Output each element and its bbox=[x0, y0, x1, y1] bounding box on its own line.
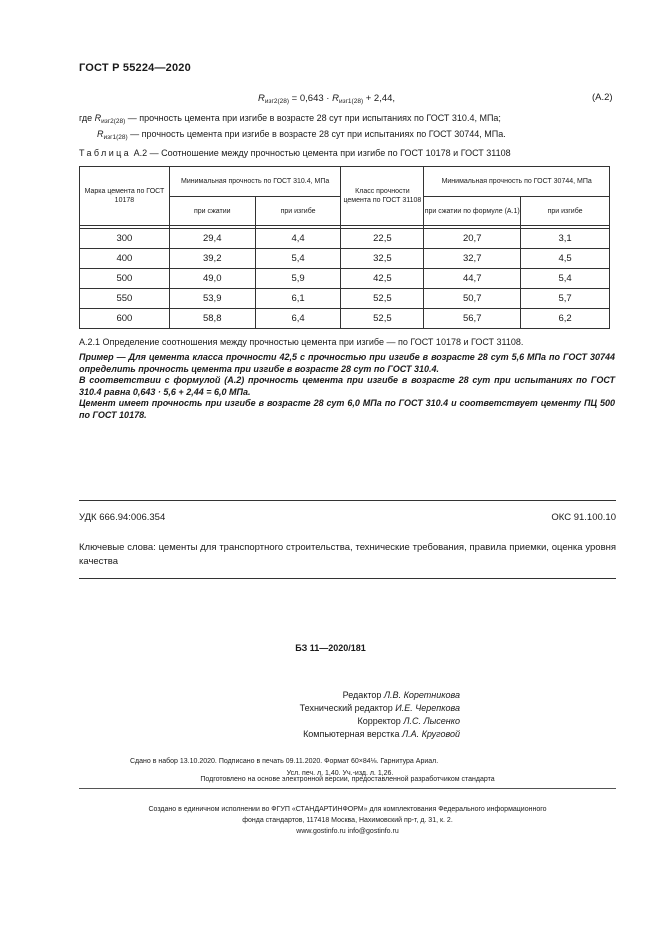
bz-number: БЗ 11—2020/181 bbox=[295, 643, 366, 653]
where-r2: R bbox=[97, 129, 104, 139]
table-cell: 49,0 bbox=[169, 269, 255, 289]
where-prefix: где bbox=[79, 113, 95, 123]
staff-name: И.Е. Черепкова bbox=[395, 703, 460, 713]
paragraph-a21: А.2.1 Определение соотношения между прочностью цемента при изгибе — по ГОСТ 10178 и ГОСТ 31108. bbox=[79, 337, 524, 347]
where-text-1: — прочность цемента при изгибе в возрасте 28 сут при испытаниях по ГОСТ 310.4, МПа; bbox=[125, 113, 501, 123]
staff-role: Корректор bbox=[357, 716, 404, 726]
where-text-2: — прочность цемента при изгибе в возрасте 28 сут при испытаниях по ГОСТ 30744, МПа. bbox=[127, 129, 506, 139]
th-grade: Марка цемента по ГОСТ 10178 bbox=[80, 167, 170, 226]
table-cell: 53,9 bbox=[169, 289, 255, 309]
pub-line-2: Усл. печ. л. 1,40. Уч.-изд. л. 1,26. bbox=[286, 770, 394, 777]
table-cell: 4,5 bbox=[521, 249, 610, 269]
formula-middle: = 0,643 · bbox=[289, 93, 333, 104]
table-cell: 550 bbox=[80, 289, 170, 309]
table-cell: 6,1 bbox=[255, 289, 341, 309]
table-cell: 32,5 bbox=[341, 249, 424, 269]
table-cell: 56,7 bbox=[424, 309, 521, 329]
table-cell: 5,4 bbox=[521, 269, 610, 289]
staff-layout bbox=[200, 728, 460, 741]
table-cell: 600 bbox=[80, 309, 170, 329]
table-cell: 50,7 bbox=[424, 289, 521, 309]
strength-table bbox=[79, 166, 610, 329]
table-cell: 300 bbox=[80, 229, 170, 249]
divider-middle bbox=[79, 578, 616, 579]
table-cell: 44,7 bbox=[424, 269, 521, 289]
staff-proofreader bbox=[200, 715, 460, 728]
staff-tech-editor bbox=[200, 702, 460, 715]
staff-role: Редактор bbox=[342, 690, 384, 700]
divider-top bbox=[79, 500, 616, 501]
divider-bottom bbox=[79, 788, 616, 789]
udk-code: УДК 666.94:006.354 bbox=[79, 512, 166, 523]
example-block bbox=[79, 352, 615, 421]
table-caption bbox=[79, 148, 511, 158]
table-cell: 4,4 bbox=[255, 229, 341, 249]
table-cell: 6,2 bbox=[521, 309, 610, 329]
th-compression-formula: при сжатии по формуле (А.1) bbox=[424, 197, 521, 226]
th-bending: при изгибе bbox=[255, 197, 341, 226]
staff-name: Л.В. Коретникова bbox=[383, 690, 460, 700]
table-cell: 3,1 bbox=[521, 229, 610, 249]
colophon bbox=[79, 804, 616, 837]
table-row bbox=[80, 289, 610, 309]
formula-r-lhs-sub: изг2(28) bbox=[264, 98, 290, 105]
table-cell: 5,7 bbox=[521, 289, 610, 309]
th-class: Класс прочности цемента по ГОСТ 31108 bbox=[341, 167, 424, 226]
table-cell: 6,4 bbox=[255, 309, 341, 329]
pub-line-3: Подготовлено на основе электронной версии, предоставленной разработчиком стандарта bbox=[200, 776, 495, 783]
example-line-3: Цемент имеет прочность при изгибе в возрасте 28 сут 6,0 МПа по ГОСТ 310.4 и соответствует цементу ПЦ 500 по ГОСТ 10178. bbox=[79, 398, 615, 420]
table-cell: 400 bbox=[80, 249, 170, 269]
formula-r-lhs: R bbox=[258, 93, 265, 104]
where-r2-sub: изг1(28) bbox=[103, 134, 128, 141]
table-cell: 32,7 bbox=[424, 249, 521, 269]
colophon-line-3: www.gostinfo.ru info@gostinfo.ru bbox=[296, 828, 399, 835]
table-cell: 20,7 bbox=[424, 229, 521, 249]
staff-role: Компьютерная верстка bbox=[303, 729, 402, 739]
table-cell: 500 bbox=[80, 269, 170, 289]
staff-role: Технический редактор bbox=[299, 703, 396, 713]
staff-name: Л.С. Лысенко bbox=[403, 716, 460, 726]
th-bending-2: при изгибе bbox=[521, 197, 610, 226]
table-row bbox=[80, 229, 610, 249]
formula-number: (А.2) bbox=[592, 92, 613, 103]
example-line-1: Пример — Для цемента класса прочности 42,5 с прочностью при изгибе в возрасте 28 сут 5,6 МПа по ГОСТ 30744 определить прочность цемента при изгибе в возрасте 28 сут по ГОСТ 310.4. bbox=[79, 352, 615, 374]
table-caption-text: А.2 — Соотношение между прочностью цемента при изгибе по ГОСТ 10178 и ГОСТ 31108 bbox=[131, 148, 511, 158]
formula-r-rhs-sub: изг1(28) bbox=[338, 98, 364, 105]
example-line-2: В соответствии с формулой (А.2) прочность цемента при изгибе в возрасте 28 сут при испытаниях по ГОСТ 310.4 равна 0,643 · 5,6 + 2,44 = 6,0 МПа. bbox=[79, 375, 615, 397]
th-min-310: Минимальная прочность по ГОСТ 310.4, МПа bbox=[169, 167, 341, 197]
document-id: ГОСТ Р 55224—2020 bbox=[79, 62, 191, 74]
pub-line-1: Сдано в набор 13.10.2020. Подписано в печать 09.11.2020. Формат 60×84⅛. Гарнитура Ариал. bbox=[130, 758, 439, 765]
table-row bbox=[80, 309, 610, 329]
keywords: Ключевые слова: цементы для транспортного строительства, технические требования, правила приемки, оценка уровня качества bbox=[79, 542, 616, 567]
table-cell: 52,5 bbox=[341, 289, 424, 309]
formula-r-rhs: R bbox=[332, 93, 339, 104]
oks-code: ОКС 91.100.10 bbox=[551, 512, 616, 523]
formula-a2 bbox=[258, 93, 395, 105]
table-cell: 29,4 bbox=[169, 229, 255, 249]
where-line-1 bbox=[79, 112, 506, 128]
where-block bbox=[79, 112, 506, 144]
staff-list bbox=[200, 689, 460, 741]
table-row bbox=[80, 249, 610, 269]
table-cell: 5,9 bbox=[255, 269, 341, 289]
th-compression: при сжатии bbox=[169, 197, 255, 226]
table-cell: 42,5 bbox=[341, 269, 424, 289]
where-r1-sub: изг2(28) bbox=[101, 118, 126, 125]
colophon-line-2: фонда стандартов, 117418 Москва, Нахимовский пр-т, д. 31, к. 2. bbox=[242, 817, 453, 824]
table-cell: 52,5 bbox=[341, 309, 424, 329]
table-cell: 39,2 bbox=[169, 249, 255, 269]
table-cell: 5,4 bbox=[255, 249, 341, 269]
th-min-30744: Минимальная прочность по ГОСТ 30744, МПа bbox=[424, 167, 610, 197]
where-line-2 bbox=[79, 128, 506, 144]
table-row bbox=[80, 269, 610, 289]
table-cell: 58,8 bbox=[169, 309, 255, 329]
where-r1: R bbox=[94, 113, 102, 123]
formula-tail: + 2,44, bbox=[363, 93, 396, 104]
staff-name: Л.А. Круговой bbox=[401, 729, 460, 739]
table-cell: 22,5 bbox=[341, 229, 424, 249]
table-caption-label: Таблица bbox=[79, 148, 132, 158]
colophon-line-1: Создано в единичном исполнении во ФГУП «СТАНДАРТИНФОРМ» для комплектования Федерального информационного bbox=[148, 806, 547, 813]
staff-editor bbox=[200, 689, 460, 702]
